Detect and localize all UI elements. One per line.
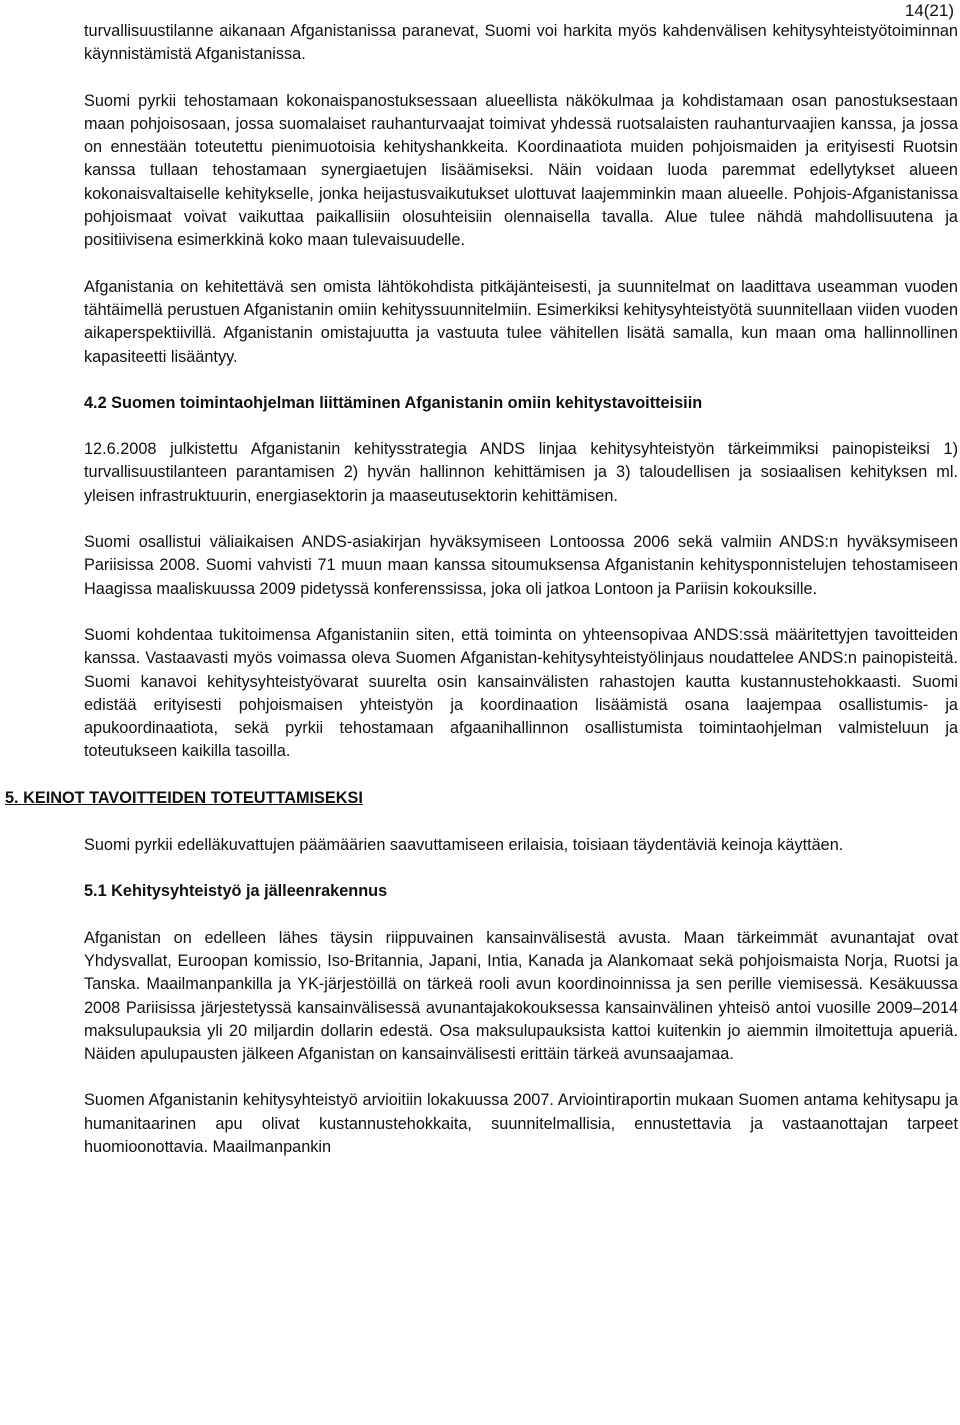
paragraph: Suomen Afganistanin kehitysyhteistyö arvioitiin lokakuussa 2007. Arviointiraportin mukaan Suomen antama kehitysapu ja humanitaarinen apu olivat kustannustehokkaita, suunnitelmallisia, ennustettavia ja vastaanottajan tarpeet huomioonottavia. Maailmanpankin: [84, 1091, 958, 1156]
section-heading-5-1: 5.1 Kehitysyhteistyö ja jälleenrakennus: [84, 882, 388, 901]
paragraph: Afganistan on edelleen lähes täysin riippuvainen kansainvälisestä avusta. Maan tärkeimmät avunantajat ovat Yhdysvallat, Euroopan komissio, Iso-Britannia, Japani, Intia, Kanada ja Alankomaat sekä pohjoismaista Norja, Ruotsi ja Tanska. Maailmanpankilla ja YK-järjestöillä on tärkeä rooli avun koordinoinnissa ja sen perille viemisessä. Kesäkuussa 2008 Pariisissa järjestetyssä kansainvälisessä avunantajakokouksessa kansainvälinen yhteisö antoi vuosille 2009–2014 maksulupauksia yli 20 miljardin dollarin edestä. Osa maksulupauksista kattoi kuitenkin jo aiemmin ilmoitettuja apueriä. Näiden apulupausten jälkeen Afganistan on kansainvälisesti erittäin tärkeä avunsaajamaa.: [84, 928, 958, 1064]
paragraph: Suomi pyrkii tehostamaan kokonaispanostuksessaan alueellista näkökulmaa ja kohdistamaan osan panostuksestaan maan pohjoisosaan, jossa suomalaiset rauhanturvaajat toimivat yhdessä ruotsalaisten rauhanturvaajien kanssa, ja jossa on ennestään toteutettu pienimuotoisia kehityshankkeita. Koordinaatiota muiden pohjoismaiden ja erityisesti Ruotsin kanssa tullaan tehostamaan synergiaetujen lisäämiseksi. Näin voidaan luoda paremmat edellytykset alueen kokonaisvaltaiselle kehitykselle, jonka heijastusvaikutukset ulottuvat laajemminkin maan alueelle. Pohjois-Afganistanissa pohjoismaat voivat vaikuttaa paikallisiin olosuhteisiin olennaisella tavalla. Alue tulee nähdä mahdollisuutena ja positiivisena esimerkkinä koko maan tulevaisuudelle.: [84, 91, 958, 250]
paragraph: Suomi pyrkii edelläkuvattujen päämäärien saavuttamiseen erilaisia, toisiaan täydentäviä keinoja käyttäen.: [84, 836, 844, 855]
paragraph: 12.6.2008 julkistettu Afganistanin kehitysstrategia ANDS linjaa kehitysyhteistyön tärkeimmiksi painopisteiksi 1) turvallisuustilanteen parantamisen 2) hyvän hallinnon kehittämisen ja 3) taloudellisen ja sosiaalisen kehityksen ml. yleisen infrastruktuurin, energiasektorin ja maaseutusektorin kehittämisen.: [84, 440, 958, 505]
paragraph: Suomi osallistui väliaikaisen ANDS-asiakirjan hyväksymiseen Lontoossa 2006 sekä valmiin ANDS:n hyväksymiseen Pariisissa 2008. Suomi vahvisti 71 muun maan kanssa sitoumuksensa Afganistanin kehitysponnistelujen tehostamiseen Haagissa maaliskuussa 2009 pidetyssä konferenssissa, joka oli jatkoa Lontoon ja Pariisin kokouksille.: [84, 533, 958, 598]
paragraph: Suomi kohdentaa tukitoimensa Afganistaniin siten, että toiminta on yhteensopivaa ANDS:ssä määritettyjen tavoitteiden kanssa. Vastaavasti myös voimassa oleva Suomen Afganistan-kehitysyhteistyölinjaus noudattelee ANDS:n painopisteitä. Suomi kanavoi kehitysyhteistyövarat suurelta osin kansainvälisten rahastojen kautta kustannustehokkaasti. Suomi edistää erityisesti pohjoismaisen yhteistyön ja koordinaation lisäämistä osana laajempaa osallistumis- ja apukoordinaatiota, sekä pyrkii tehostamaan afgaanihallinnon osallistumista toimintaohjelman valmisteluun ja toteutukseen kaikilla tasoilla.: [84, 625, 958, 761]
section-heading-4-2: 4.2 Suomen toimintaohjelman liittäminen Afganistanin omiin kehitystavoitteisiin: [84, 393, 703, 412]
paragraph: Afganistania on kehitettävä sen omista lähtökohdista pitkäjänteisesti, ja suunnitelmat on laadittava useamman vuoden tähtäimellä perustuen Afganistanin omiin kehityssuunnitelmiin. Esimerkiksi kehitysyhteistyötä suunnitellaan viiden vuoden aikaperspektiivillä. Afganistanin omistajuutta ja vastuuta tulee vähitellen lisätä samalla, kun maan oma hallinnollinen kapasiteetti lisääntyy.: [84, 277, 958, 366]
page-number: 14(21): [904, 1, 954, 20]
chapter-heading-5: 5. KEINOT TAVOITTEIDEN TOTEUTTAMISEKSI: [5, 788, 363, 807]
document-body: [5, 20, 958, 1159]
paragraph: turvallisuustilanne aikanaan Afganistanissa paranevat, Suomi voi harkita myös kahdenvälisen kehitysyhteistyötoiminnan käynnistämistä Afganistanissa.: [84, 22, 958, 64]
